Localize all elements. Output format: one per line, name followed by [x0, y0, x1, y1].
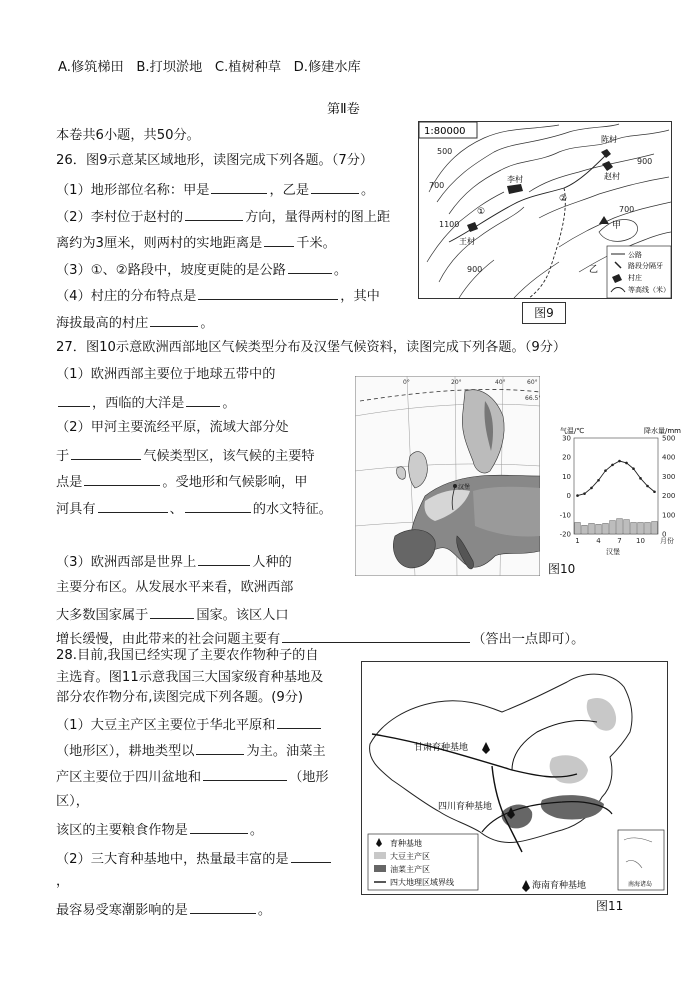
q28-part2-b: ，: [56, 874, 70, 889]
y2-tick-label: 400: [662, 453, 676, 462]
q28-line2: 主选育。图11示意我国三大国家级育种基地及: [56, 670, 324, 685]
answer-blank[interactable]: [311, 180, 359, 194]
temperature-point: [639, 477, 642, 480]
y-tick-label: 10: [562, 472, 571, 481]
precipitation-bar: [645, 522, 651, 534]
q26-part2-cont: 离约为3厘米，则两村的实地距离是 千米。: [56, 233, 336, 253]
section-title: 第Ⅱ卷: [327, 102, 360, 117]
q28-part1: （1）大豆主产区主要位于华北平原和: [56, 715, 323, 735]
option-a: A.修筑梯田: [58, 60, 124, 75]
q27-part2: （2）甲河主要流经平原，流域大部分处: [56, 420, 289, 435]
y2-tick-label: 300: [662, 472, 676, 481]
south-china-sea-inset: [618, 830, 664, 890]
q28-part2: （2）三大育种基地中，热量最丰富的是: [56, 849, 333, 869]
q27-part3-d: 增长缓慢，由此带来的社会问题主要有 （答出一点即可）。: [56, 629, 584, 649]
answer-blank[interactable]: [196, 741, 244, 755]
svg-text:700: 700: [619, 205, 635, 214]
answer-blank[interactable]: [288, 260, 332, 274]
q28-line3: 部分农作物分布,读图完成下列各题。(9分): [56, 690, 304, 705]
q28-part1-c: 产区主要位于四川盆地和 （地形: [56, 767, 329, 787]
gansu-base-label: 甘肃育种基地: [414, 743, 469, 753]
x-axis-label: 月份: [660, 537, 674, 545]
temperature-point: [653, 490, 656, 493]
segment-1-label: ①: [477, 207, 486, 217]
y2-tick-label: 100: [662, 511, 676, 520]
figure-10-climate-chart: [548, 424, 690, 556]
hamburg-label: 汉堡: [458, 484, 471, 491]
precipitation-bar: [624, 520, 630, 534]
hamburg-dot: [453, 484, 457, 488]
q26-part3: （3）①、②路段中，坡度更陡的是公路 。: [56, 260, 347, 280]
temperature-point: [611, 464, 614, 467]
chart-frame: [574, 438, 658, 534]
y-tick-label: 20: [562, 453, 571, 462]
q27-part2-c: 点是 。受地形和气候影响，甲: [56, 472, 307, 492]
village-wang-label: 王村: [459, 237, 475, 246]
q28-part2-c: 最容易受寒潮影响的是 。: [56, 900, 271, 920]
q26-part2: （2）李村位于赵村的 方向，量得两村的图上距: [56, 207, 390, 227]
svg-text:500: 500: [437, 147, 453, 156]
temperature-series-line: [578, 461, 655, 496]
precipitation-bar: [652, 522, 658, 534]
answer-blank[interactable]: [150, 605, 194, 619]
svg-text:大豆主产区: 大豆主产区: [390, 852, 430, 861]
answer-blank[interactable]: [198, 552, 250, 566]
x-tick-label: 10: [636, 537, 645, 545]
q26-part4-cont: 海拔最高的村庄 。: [56, 313, 214, 333]
figure-9-caption: 图9: [522, 302, 566, 324]
svg-text:40°: 40°: [495, 379, 506, 386]
point-jia-label: 甲: [612, 221, 622, 231]
answer-blank[interactable]: [98, 499, 168, 513]
svg-text:村庄: 村庄: [628, 274, 642, 282]
svg-text:60°: 60°: [527, 379, 538, 386]
topographic-map: [419, 122, 671, 298]
figure-9-map: [418, 121, 672, 299]
figure-10-caption: 图10: [548, 562, 576, 576]
svg-text:育种基地: 育种基地: [390, 839, 422, 848]
village-chen-label: 陈村: [601, 135, 617, 144]
peak-jia-icon: [599, 216, 609, 224]
svg-text:等高线（米）: 等高线（米）: [628, 286, 670, 294]
svg-text:900: 900: [467, 265, 483, 274]
y-tick-label: 30: [562, 434, 571, 443]
y2-tick-label: 200: [662, 492, 676, 501]
temperature-point: [618, 460, 621, 463]
precipitation-bar: [603, 523, 609, 534]
answer-blank[interactable]: [84, 472, 160, 486]
map-legend: [368, 834, 478, 890]
figure-10-europe-map: [355, 376, 540, 576]
q27-part2-b: 于 气候类型区，该气候的主要特: [56, 446, 315, 466]
q26-part1: （1）地形部位名称：甲是 ，乙是 。: [56, 180, 374, 200]
x-tick-label: 7: [617, 537, 622, 545]
temperature-point: [590, 487, 593, 490]
svg-text:1100: 1100: [439, 220, 460, 229]
svg-text:公路: 公路: [628, 251, 642, 259]
answer-blank[interactable]: [264, 233, 294, 247]
svg-text:66.5°: 66.5°: [525, 395, 540, 402]
q26-part4: （4）村庄的分布特点是 ，其中: [56, 286, 380, 306]
village-zhao-label: 赵村: [604, 172, 620, 181]
hainan-base-label: 海南育种基地: [532, 881, 587, 891]
precipitation-bar: [582, 525, 588, 534]
temperature-point: [625, 462, 628, 465]
q27-part1-cont: ，西临的大洋是 。: [56, 393, 236, 413]
temperature-point: [646, 485, 649, 488]
x-tick-label: 1: [575, 537, 580, 545]
y-tick-label: 0: [566, 492, 571, 501]
y-tick-label: -20: [559, 530, 571, 539]
q28-line1: 28.目前,我国已经实现了主要农作物种子的自: [56, 648, 319, 663]
svg-text:700: 700: [429, 181, 445, 190]
point-yi-label: 乙: [589, 265, 599, 275]
hainan-base-icon: [522, 880, 530, 892]
village-li-icon: [507, 184, 523, 194]
svg-text:油菜主产区: 油菜主产区: [390, 865, 430, 874]
precipitation-bar: [575, 522, 581, 534]
answer-blank[interactable]: [211, 180, 267, 194]
answer-blank[interactable]: [282, 629, 470, 643]
temperature-point: [576, 494, 579, 497]
chart-ylabel-precip: 降水量/mm: [644, 427, 681, 435]
q27-part3: （3）欧洲西部是世界上 人种的: [56, 552, 292, 572]
q28-part1-e: 该区的主要粮食作物是 。: [56, 820, 263, 840]
figure-11-china-map: [361, 661, 668, 895]
temperature-point: [583, 492, 586, 495]
svg-text:南海诸岛: 南海诸岛: [628, 881, 653, 888]
chart-ylabel-temp: 气温/℃: [560, 427, 585, 435]
answer-blank[interactable]: [277, 715, 321, 729]
svg-text:20°: 20°: [451, 379, 462, 386]
map-scale: 1:80000: [424, 126, 466, 137]
svg-text:0°: 0°: [403, 379, 410, 386]
option-b: B.打坝淤地: [136, 60, 203, 75]
sichuan-base-label: 四川育种基地: [438, 802, 493, 812]
answer-blank[interactable]: [190, 820, 248, 834]
q27-part2-d: 河具有 、 的水文特征。: [56, 499, 332, 519]
q27-part3-b: 主要分布区。从发展水平来看，欧洲西部: [56, 580, 294, 595]
svg-text:四大地理区域界线: 四大地理区域界线: [390, 878, 454, 887]
chart-city-label: 汉堡: [606, 548, 620, 556]
answer-blank[interactable]: [150, 313, 198, 327]
answer-blank[interactable]: [291, 849, 331, 863]
q28-part1-b: （地形区），耕地类型以 为主。油菜主: [56, 741, 326, 761]
y2-tick-label: 0: [662, 530, 667, 539]
temperature-point: [597, 479, 600, 482]
options-line: [58, 59, 361, 77]
precipitation-bar: [638, 522, 644, 534]
answer-blank[interactable]: [198, 286, 338, 300]
precipitation-bar: [610, 521, 616, 534]
section-intro: 本卷共6小题，共50分。: [56, 128, 200, 143]
svg-text:900: 900: [637, 157, 653, 166]
answer-blank[interactable]: [185, 499, 251, 513]
temperature-point: [604, 469, 607, 472]
q27-part3-c: 大多数国家属于 国家。该区人口: [56, 605, 289, 625]
village-markers: [459, 134, 621, 275]
segment-2-label: ②: [559, 194, 568, 204]
precipitation-bar: [589, 523, 595, 534]
temperature-point: [632, 467, 635, 470]
q26-stem: 26．图9示意某区域地形，读图完成下列各题。（7分）: [56, 153, 374, 168]
village-li-label: 李村: [507, 175, 523, 184]
village-zhao-icon: [602, 161, 613, 171]
precipitation-bar: [596, 524, 602, 534]
answer-blank[interactable]: [203, 767, 287, 781]
y-tick-label: -10: [559, 511, 571, 520]
village-chen-icon: [601, 149, 611, 158]
map-legend: [607, 246, 671, 298]
q27-part1: （1）欧洲西部主要位于地球五带中的: [56, 367, 276, 382]
y2-tick-label: 500: [662, 434, 676, 443]
answer-blank[interactable]: [186, 393, 220, 407]
answer-blank[interactable]: [58, 393, 90, 407]
q27-stem: 27．图10示意欧洲西部地区气候类型分布及汉堡气候资料，读图完成下列各题。（9分）: [56, 340, 567, 355]
q28-part1-d: 区），: [56, 794, 89, 809]
answer-blank[interactable]: [190, 900, 256, 914]
option-c: C.植树种草: [214, 60, 282, 75]
answer-blank[interactable]: [185, 207, 243, 221]
x-tick-label: 4: [596, 537, 601, 545]
precipitation-bar: [617, 519, 623, 534]
answer-blank[interactable]: [71, 446, 141, 460]
option-d: D.修建水库: [293, 60, 361, 75]
figure-11-caption: 图11: [596, 899, 624, 913]
precipitation-bar: [631, 522, 637, 534]
svg-text:路段分隔牙: 路段分隔牙: [628, 262, 663, 270]
